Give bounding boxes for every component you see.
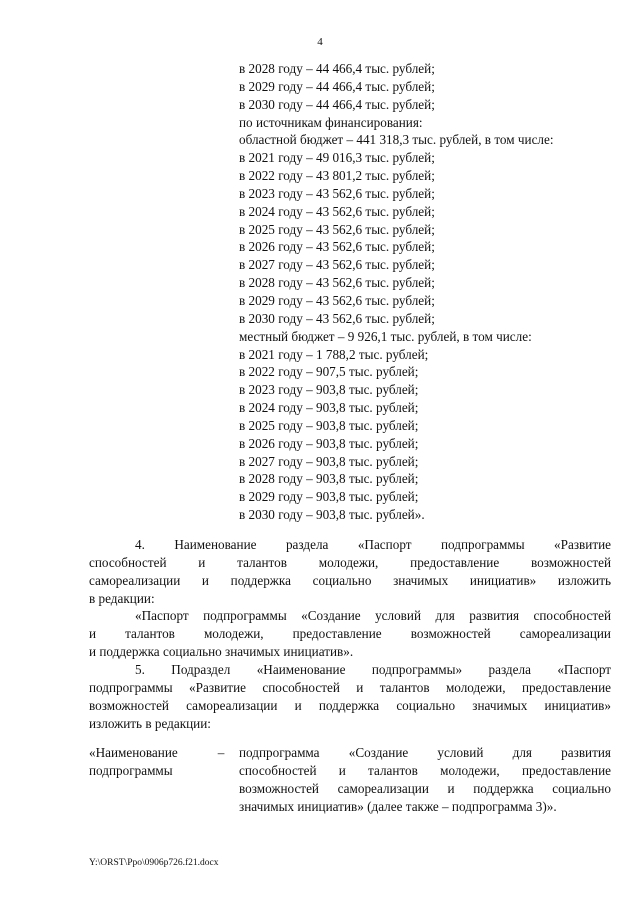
quote-line: «Паспорт подпрограммы «Создание условий для развития способностей [135, 608, 611, 623]
section-4-line: 4. Наименование раздела «Паспорт подпрограммы «Развитие [135, 537, 611, 552]
funding-line: в 2023 году – 903,8 тыс. рублей; [239, 382, 419, 398]
quote-passport-title [89, 607, 611, 661]
definition-cell [239, 744, 611, 815]
funding-line: в 2029 году – 903,8 тыс. рублей; [239, 489, 419, 505]
funding-line: в 2027 году – 903,8 тыс. рублей; [239, 453, 419, 469]
funding-line: в 2024 году – 903,8 тыс. рублей; [239, 400, 419, 416]
funding-line: в 2030 году – 44 466,4 тыс. рублей; [239, 96, 435, 112]
definition-line: значимых инициатив» (далее также – подпрограмма 3)». [239, 798, 557, 814]
funding-line: в 2028 году – 44 466,4 тыс. рублей; [239, 61, 435, 76]
subprogram-name-table [89, 744, 611, 815]
file-path-footer: Y:\ORST\Ppo\0906p726.f21.docx [89, 858, 219, 868]
funding-line: в 2022 году – 907,5 тыс. рублей; [239, 364, 419, 380]
funding-line: в 2029 году – 44 466,4 тыс. рублей; [239, 78, 435, 94]
definition-line: подпрограмма «Создание условий для развития [239, 745, 611, 760]
funding-line: в 2022 году – 43 801,2 тыс. рублей; [239, 168, 435, 184]
funding-line: областной бюджет – 441 318,3 тыс. рублей, в том числе: [239, 132, 554, 148]
section-4-line: самореализации и поддержка социально значимых инициатив» изложить [89, 572, 611, 588]
section-5-paragraph [89, 661, 611, 732]
section-4-line: в редакции: [89, 590, 155, 606]
table-row [89, 744, 611, 815]
funding-line: в 2023 году – 43 562,6 тыс. рублей; [239, 185, 435, 201]
quote-line: и поддержка социально значимых инициатив». [89, 643, 354, 659]
section-4-line: способностей и талантов молодежи, предоставление возможностей [89, 554, 611, 570]
definition-line: возможностей самореализации и поддержка социально [239, 780, 611, 796]
funding-list [239, 60, 554, 524]
term-line: подпрограммы [89, 762, 173, 778]
funding-line: в 2030 году – 43 562,6 тыс. рублей; [239, 310, 435, 326]
section-5-line: 5. Подраздел «Наименование подпрограммы» раздела «Паспорт [135, 662, 611, 677]
funding-line: по источникам финансирования: [239, 114, 423, 130]
definition-line: способностей и талантов молодежи, предоставление [239, 762, 611, 778]
funding-line: в 2026 году – 43 562,6 тыс. рублей; [239, 239, 435, 255]
funding-line: в 2028 году – 43 562,6 тыс. рублей; [239, 275, 435, 291]
section-4-paragraph [89, 536, 611, 607]
section-5-line: подпрограммы «Развитие способностей и талантов молодежи, предоставление [89, 679, 611, 695]
term-line: «Наименование [89, 745, 178, 760]
term-dash: – [217, 745, 225, 760]
term-cell [89, 744, 227, 815]
funding-line: в 2029 году – 43 562,6 тыс. рублей; [239, 292, 435, 308]
quote-line: и талантов молодежи, предоставление возможностей самореализации [89, 625, 611, 641]
funding-line: в 2030 году – 903,8 тыс. рублей». [239, 507, 425, 523]
funding-line: в 2026 году – 903,8 тыс. рублей; [239, 435, 419, 451]
section-5-line: возможностей самореализации и поддержка социально значимых инициатив» [89, 697, 611, 713]
funding-line: в 2027 году – 43 562,6 тыс. рублей; [239, 257, 435, 273]
funding-line: в 2024 году – 43 562,6 тыс. рублей; [239, 203, 435, 219]
page-number: 4 [317, 36, 323, 48]
funding-line: в 2028 году – 903,8 тыс. рублей; [239, 471, 419, 487]
funding-line: в 2021 году – 49 016,3 тыс. рублей; [239, 150, 435, 166]
funding-line: в 2021 году – 1 788,2 тыс. рублей; [239, 346, 429, 362]
funding-line: местный бюджет – 9 926,1 тыс. рублей, в том числе: [239, 328, 532, 344]
funding-line: в 2025 году – 903,8 тыс. рублей; [239, 417, 419, 433]
section-5-line: изложить в редакции: [89, 715, 211, 731]
funding-line: в 2025 году – 43 562,6 тыс. рублей; [239, 221, 435, 237]
